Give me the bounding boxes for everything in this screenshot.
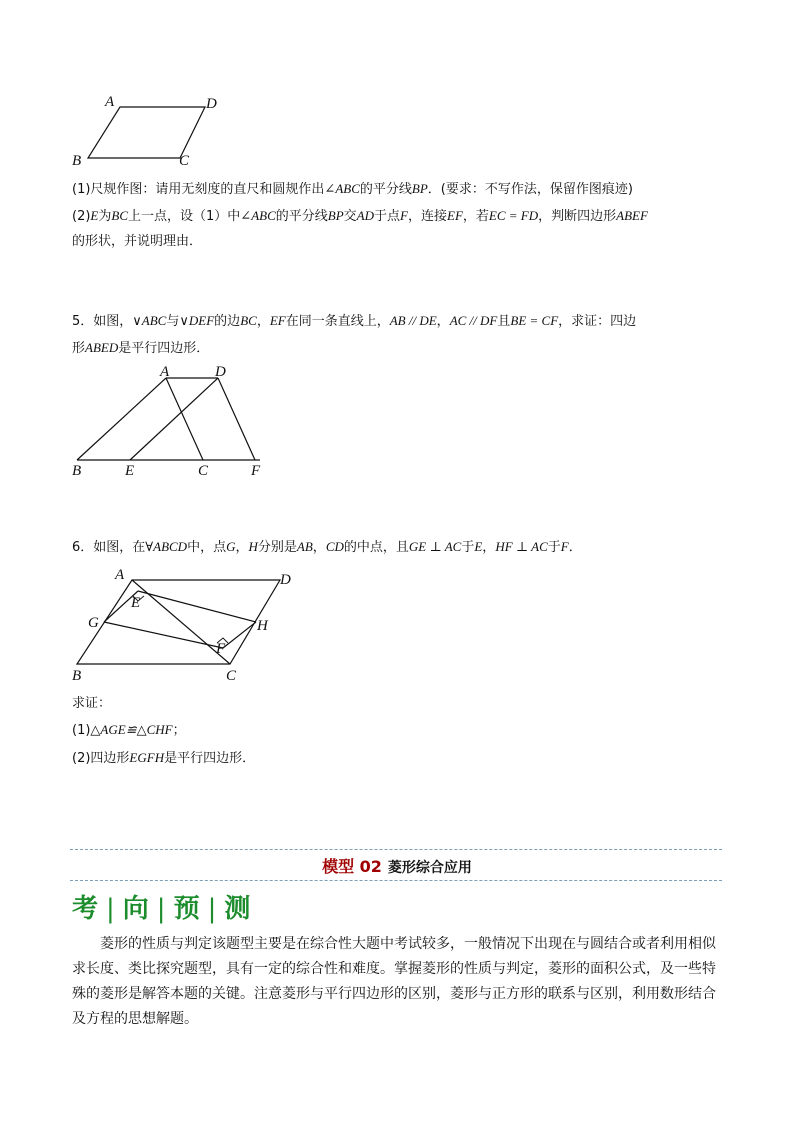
section-char-2: 向 — [122, 894, 151, 924]
label-g: G — [88, 615, 99, 631]
q4-part2-bc: BC — [111, 208, 129, 223]
label-e: E — [125, 463, 135, 479]
q4-part2-t1: 为 — [98, 209, 112, 224]
q4-part2-bp: BP — [327, 208, 344, 223]
q6-perp1: GE ⊥ AC — [408, 539, 462, 554]
q5-t5: ， — [436, 314, 450, 329]
q5-t1: 与 — [166, 314, 180, 329]
q6-t9: ． — [568, 540, 582, 555]
q6-ab: AB — [296, 539, 313, 554]
q6-t3: 分别是 — [257, 540, 297, 555]
q6-t6: 于 — [461, 540, 475, 555]
label-e: E — [131, 595, 141, 611]
q5-bc: BC — [240, 313, 257, 328]
banner-top-divider — [70, 849, 722, 850]
segment-hf — [223, 622, 256, 648]
q4-part2 — [72, 207, 648, 226]
q6-t2: ， — [235, 540, 249, 555]
q6-para: ∀ABCD — [145, 539, 188, 554]
q4-part2-t3: 的平分线 — [275, 209, 328, 224]
q5-t3: ， — [256, 314, 270, 329]
q4-part2-t8: ，判断四边形 — [538, 209, 617, 224]
q4-part2-t2: 上一点，设（1）中 — [128, 209, 241, 224]
q6-part1-post: ； — [172, 723, 186, 738]
q4-part1 — [72, 180, 633, 199]
q4-part1-mid: 的平分线 — [359, 182, 412, 197]
q4-part2-t5: 于点 — [374, 209, 401, 224]
q4-part2-t4: 交 — [343, 209, 357, 224]
q4-part1-text: (1)尺规作图：请用无刻度的直尺和圆规作出 — [72, 182, 325, 197]
q5-line2a: 形 — [72, 341, 86, 356]
parallelogram-figure-abcd — [60, 90, 240, 180]
q6-part2-quad: EGFH — [129, 750, 165, 765]
q6-t8: 于 — [547, 540, 561, 555]
parallelogram-abcd-shape — [77, 580, 280, 664]
label-c: C — [179, 153, 190, 169]
q6-line1 — [72, 538, 582, 557]
triangles-figure-abc-def — [60, 362, 290, 482]
segment-de — [130, 378, 218, 460]
q5-t7: ，求证：四边 — [558, 314, 637, 329]
q6-e: E — [474, 539, 483, 554]
q5-abed: ABED — [85, 340, 119, 355]
q5-t4: 在同一条直线上， — [285, 314, 390, 329]
q6-num: 6．如图，在 — [72, 540, 146, 555]
q6-part2-prefix: (2)四边形 — [72, 751, 130, 766]
segment-df — [218, 378, 255, 460]
model-title: 菱形综合应用 — [387, 860, 472, 876]
segment-ac — [166, 378, 203, 460]
q6-part2-post: 是平行四边形． — [164, 751, 256, 766]
q6-f: F — [560, 539, 569, 554]
q5-tri2: ∨DEF — [179, 313, 215, 328]
q6-part1-expr: △AGE≌△CHF — [90, 722, 173, 737]
label-c: C — [226, 668, 237, 684]
label-d: D — [280, 572, 291, 588]
q5-par1: AB // DE — [389, 313, 437, 328]
q5-tri1: ∨ABC — [132, 313, 167, 328]
q6-t1: 中，点 — [187, 540, 227, 555]
q6-t7: ， — [482, 540, 496, 555]
section-separator-1: | — [106, 894, 117, 924]
q4-part2-abef: ABEF — [616, 208, 648, 223]
q5-ef: EF — [269, 313, 286, 328]
section-separator-3: | — [207, 894, 219, 924]
label-b: B — [72, 668, 82, 684]
parallelogram-figure-gefh — [60, 560, 320, 690]
q4-part2-ad: AD — [356, 208, 375, 223]
label-h: H — [257, 618, 268, 634]
q4-part2-prefix: (2) — [72, 209, 91, 224]
label-f: F — [251, 463, 261, 479]
section-heading — [72, 888, 252, 925]
label-c: C — [198, 463, 209, 479]
label-d: D — [215, 364, 226, 380]
q6-t4: ， — [312, 540, 326, 555]
q5-t2: 的边 — [214, 314, 241, 329]
q5-par2: AC // DF — [449, 313, 498, 328]
q4-part2-ef: EF — [447, 208, 463, 223]
q6-part1 — [72, 721, 186, 740]
q4-part2-f: F — [400, 208, 408, 223]
label-a: A — [115, 567, 125, 583]
section-char-3: 预 — [173, 894, 202, 924]
label-f: F — [216, 641, 226, 657]
q4-part2-line2: 的形状，并说明理由． — [72, 234, 203, 249]
q4-part2-t7: ，若 — [462, 209, 489, 224]
q4-part1-angle: ∠ABC — [324, 181, 360, 196]
q4-part2-t6: ，连接 — [407, 209, 447, 224]
section-paragraph: 菱形的性质与判定该题型主要是在综合性大题中考试较多，一般情况下出现在与圆结合或者利用相似求长度、类比探究题型，具有一定的综合性和难度。掌握菱形的性质与判定，菱形的面积公式，及一些特殊的菱形是解答本题的关键。注意菱形与平行四边形的区别，菱形与正方形的联系与区别，利用数形结合及方程的思想解题。 — [72, 936, 716, 1027]
q6-t5: 的中点，且 — [343, 540, 409, 555]
q6-part2 — [72, 749, 255, 768]
q4-part2-eq: EC = FD — [488, 208, 539, 223]
q5-num: 5．如图， — [72, 314, 133, 329]
label-d: D — [206, 96, 217, 112]
parallelogram-abcd-shape — [88, 107, 205, 158]
q6-h: H — [248, 539, 258, 554]
q4-part1-seg: BP — [411, 181, 428, 196]
model-number: 模型 02 — [322, 857, 382, 876]
q6-prove-label: 求证： — [72, 696, 112, 711]
model-banner — [0, 854, 794, 877]
q5-line1 — [72, 312, 636, 331]
q4-part2-e: E — [90, 208, 99, 223]
segment-gf — [104, 622, 223, 648]
q5-t6: 且 — [497, 314, 511, 329]
segment-eh — [138, 591, 256, 622]
q6-part1-prefix: (1) — [72, 723, 91, 738]
q5-line2b: 是平行四边形． — [118, 341, 210, 356]
q6-g: G — [226, 539, 236, 554]
q5-eq: BE = CF — [510, 313, 559, 328]
section-char-4: 测 — [224, 894, 253, 924]
q4-part2-angle: ∠ABC — [240, 208, 276, 223]
label-a: A — [105, 94, 115, 110]
q6-cd: CD — [325, 539, 344, 554]
section-separator-2: | — [156, 894, 168, 924]
segment-ab — [77, 378, 166, 460]
section-char-1: 考 — [72, 894, 101, 924]
q5-line2 — [72, 339, 209, 358]
label-b: B — [72, 153, 82, 169]
q6-perp2: HF ⊥ AC — [495, 539, 548, 554]
label-a: A — [160, 364, 170, 380]
label-b: B — [72, 463, 82, 479]
q4-part1-post: ．(要求：不写作法，保留作图痕迹) — [427, 182, 633, 197]
banner-bottom-divider — [70, 880, 722, 881]
